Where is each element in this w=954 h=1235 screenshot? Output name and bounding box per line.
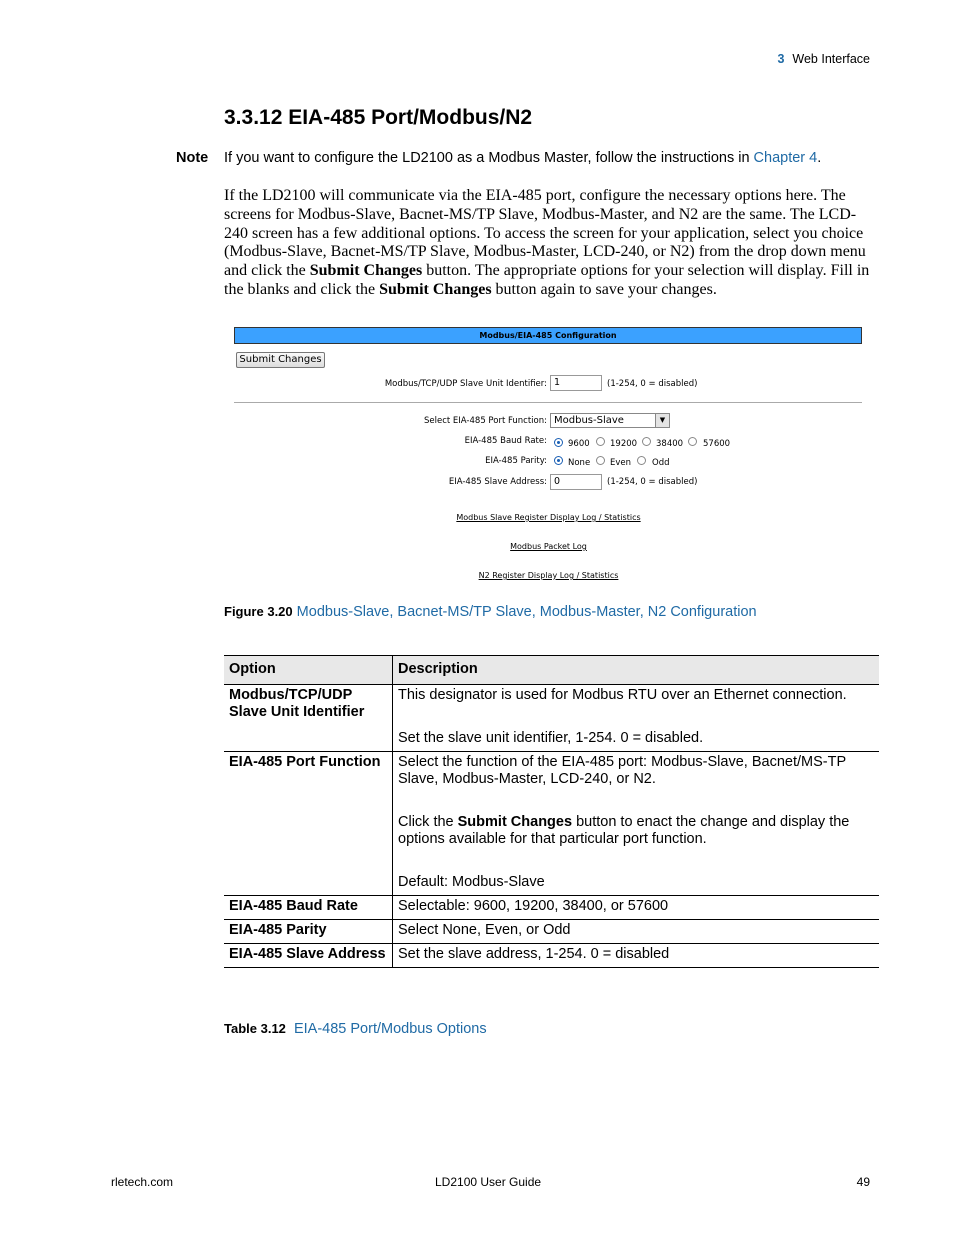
table-row: EIA-485 Parity Select None, Even, or Odd [224,920,879,944]
baud-rate-label: EIA-485 Baud Rate: [464,436,547,446]
footer-doc-title: LD2100 User Guide [435,1175,542,1189]
parity-none-radio[interactable] [554,456,563,465]
submit-changes-button[interactable]: Submit Changes [236,352,325,368]
table-caption: Table 3.12 EIA-485 Port/Modbus Options [224,1021,487,1037]
column-header: Option [224,656,393,685]
table-row: EIA-485 Baud Rate Selectable: 9600, 19200, 38400, or 57600 [224,896,879,920]
table-row: EIA-485 Port Function Select the function of the EIA-485 port: Modbus-Slave, Bacnet/MS-TP Slave, Modbus-Master, LCD-240, or N2. Click the Submit Changes button to enact the change and display the options available for that particular port function. Default: Modbus-Slave [224,752,879,896]
baud-9600-label: 9600 [568,439,590,449]
slave-unit-input[interactable]: 1 [550,375,602,391]
port-function-select[interactable]: Modbus-Slave ▼ [550,413,670,428]
baud-9600-radio[interactable] [554,438,563,447]
figure-caption: Figure 3.20 Modbus-Slave, Bacnet-MS/TP Slave, Modbus-Master, N2 Configuration [224,604,757,620]
config-title-bar: Modbus/EIA-485 Configuration [234,327,862,344]
divider [234,402,862,403]
slave-address-hint: (1-254, 0 = disabled) [607,477,698,487]
chapter-title: Web Interface [792,52,870,66]
page-number: 49 [856,1175,870,1189]
baud-38400-radio[interactable] [642,437,651,446]
parity-label: EIA-485 Parity: [485,456,547,466]
chapter-number: 3 [777,52,785,66]
baud-19200-label: 19200 [610,439,638,449]
slave-address-input[interactable]: 0 [550,474,602,490]
footer-website: rletech.com [111,1175,174,1189]
table-row: EIA-485 Slave Address Set the slave address, 1-254. 0 = disabled [224,944,879,968]
slave-address-label: EIA-485 Slave Address: [448,477,547,487]
running-header [777,52,870,66]
note-label: Note [176,150,209,166]
table-row: Modbus/TCP/UDP Slave Unit Identifier This designator is used for Modbus RTU over an Ethernet connection. Set the slave unit identifier, 1-254. 0 = disabled. [224,685,879,752]
config-screenshot [232,327,865,587]
column-header: Description [393,656,880,685]
note-text: If you want to configure the LD2100 as a Modbus Master, follow the instructions in Chapter 4. [224,150,822,166]
slave-unit-hint: (1-254, 0 = disabled) [607,379,698,389]
chevron-down-icon: ▼ [655,414,669,427]
baud-19200-radio[interactable] [596,437,605,446]
chapter-4-link[interactable]: Chapter 4 [753,150,818,166]
baud-57600-label: 57600 [703,439,731,449]
port-function-label: Select EIA-485 Port Function: [424,416,547,426]
parity-odd-radio[interactable] [637,456,646,465]
table-header-row [224,656,879,685]
register-log-link[interactable]: Modbus Slave Register Display Log / Statistics [456,513,641,522]
n2-register-log-link[interactable]: N2 Register Display Log / Statistics [478,571,619,580]
options-table [224,655,879,968]
parity-even-radio[interactable] [596,456,605,465]
intro-paragraph: If the LD2100 will communicate via the EIA-485 port, configure the necessary options here. The screens for Modbus-Slave, Bacnet-MS/TP Slave, Modbus-Master, and N2 are the same. The LCD-240 screen has a few additional options. To access the screen for your application, select you choice (Modbus-Slave, Bacnet-MS/TP Slave, Modbus-Master, LCD-240, or N2) from the drop down menu and click the Submit Changes button. The appropriate options for your selection will display. Fill in the blanks and click the Submit Changes button again to save your changes. [224,187,870,298]
section-heading: 3.3.12 EIA-485 Port/Modbus/N2 [224,106,533,129]
parity-even-label: Even [610,458,632,468]
packet-log-link[interactable]: Modbus Packet Log [510,542,587,551]
baud-38400-label: 38400 [656,439,684,449]
parity-odd-label: Odd [652,458,670,468]
parity-none-label: None [568,458,591,468]
slave-unit-label: Modbus/TCP/UDP Slave Unit Identifier: [384,379,547,389]
baud-57600-radio[interactable] [688,437,697,446]
